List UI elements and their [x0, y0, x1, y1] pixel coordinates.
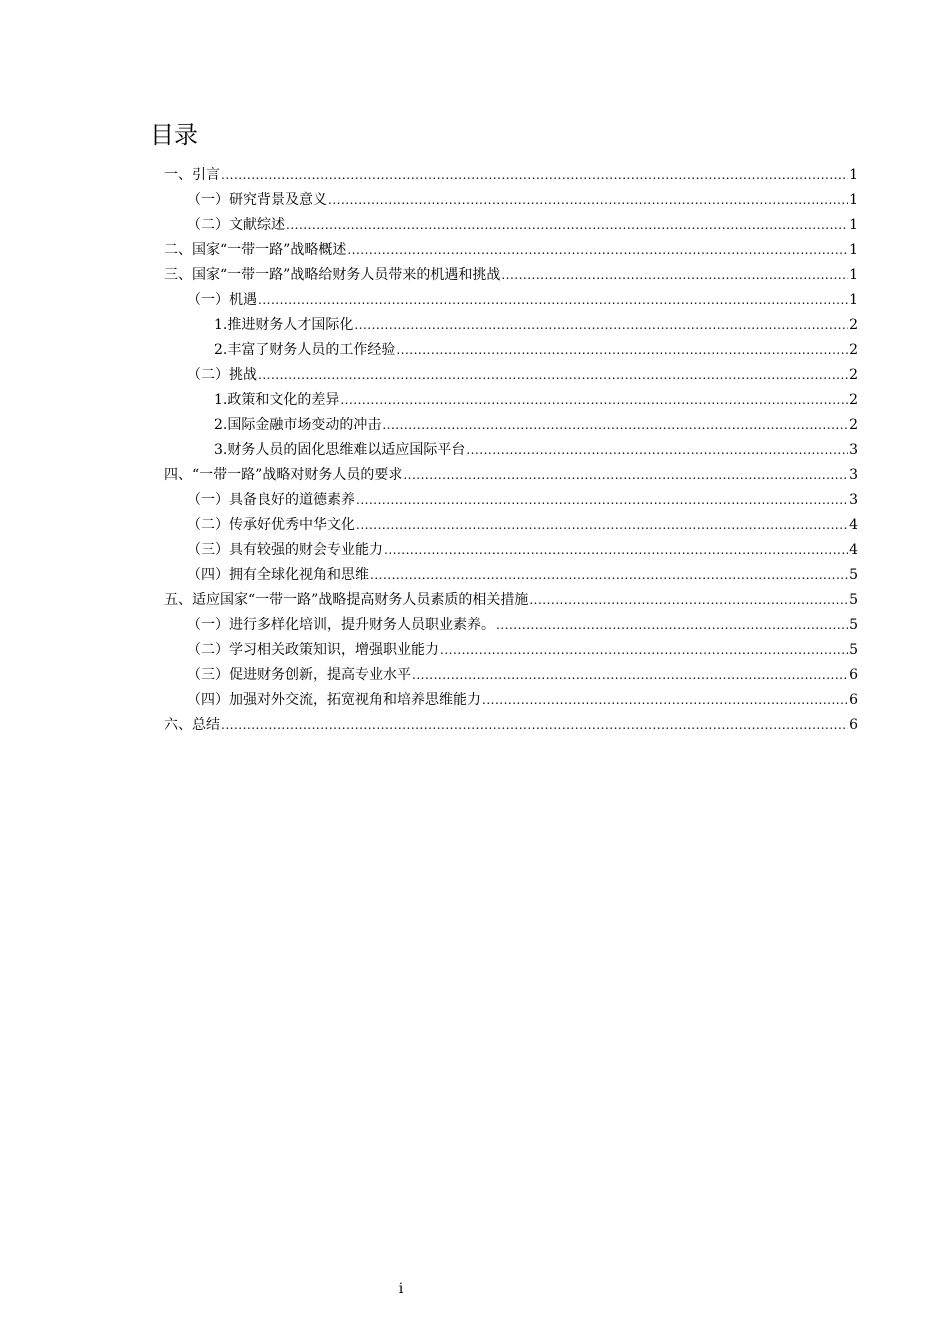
toc-entry-page: 4: [849, 542, 858, 558]
toc-entry-page: 1: [849, 192, 858, 208]
toc-entry[interactable]: [164, 588, 858, 612]
toc-dot-leader: [482, 688, 848, 712]
toc-entry-text: （一）研究背景及意义: [187, 192, 327, 208]
toc-dot-leader: [384, 538, 848, 562]
toc-dot-leader: [396, 338, 848, 362]
toc-entry-page: 6: [849, 667, 858, 683]
toc-dot-leader: [258, 363, 848, 387]
toc-dot-leader: [412, 663, 848, 687]
toc-entry[interactable]: [187, 363, 858, 387]
toc-entry-text: 二、国家“一带一路”战略概述: [164, 242, 347, 258]
page-number: i: [398, 1281, 404, 1297]
toc-entry-page: 2: [849, 417, 858, 433]
toc-entry-text: 2.丰富了财务人员的工作经验: [214, 342, 396, 358]
toc-entry-page: 6: [849, 717, 858, 733]
toc-dot-leader: [466, 438, 848, 462]
toc-entry[interactable]: [164, 238, 858, 262]
toc-entry-page: 1: [849, 267, 858, 283]
toc-entry-text: 四、“一带一路”战略对财务人员的要求: [164, 467, 403, 483]
toc-entry[interactable]: [187, 638, 858, 662]
toc-entry-page: 5: [849, 642, 858, 658]
toc-entry[interactable]: [187, 563, 858, 587]
toc-entry-text: （一）进行多样化培训，提升财务人员职业素养。: [187, 617, 495, 633]
toc-dot-leader: [370, 563, 848, 587]
toc-entry-page: 3: [849, 492, 858, 508]
toc-entry[interactable]: [214, 388, 858, 412]
toc-entry-page: 1: [849, 217, 858, 233]
toc-dot-leader: [501, 263, 848, 287]
toc-entry-text: 1.政策和文化的差异: [214, 392, 340, 408]
toc-entry[interactable]: [164, 463, 858, 487]
toc-entry-text: （一）具备良好的道德素养: [187, 492, 355, 508]
toc-entry-text: （二）学习相关政策知识，增强职业能力: [187, 642, 439, 658]
toc-entry-page: 3: [849, 467, 858, 483]
toc-entry-page: 2: [849, 392, 858, 408]
toc-entry-page: 4: [849, 517, 858, 533]
toc-entry-page: 3: [849, 442, 858, 458]
toc-entry-text: 三、国家“一带一路”战略给财务人员带来的机遇和挑战: [164, 267, 501, 283]
toc-entry[interactable]: [164, 713, 858, 737]
toc-dot-leader: [340, 388, 848, 412]
toc-entry[interactable]: [187, 488, 858, 512]
toc-dot-leader: [529, 588, 848, 612]
toc-entry-page: 2: [849, 367, 858, 383]
toc-dot-leader: [356, 513, 848, 537]
toc-entry[interactable]: [214, 338, 858, 362]
toc-entry[interactable]: [187, 213, 858, 237]
toc-entry[interactable]: [214, 313, 858, 337]
toc-dot-leader: [440, 638, 848, 662]
toc-entry[interactable]: [187, 188, 858, 212]
toc-entry-page: 2: [849, 317, 858, 333]
toc-entry-text: （二）挑战: [187, 367, 257, 383]
toc-entry-page: 1: [849, 242, 858, 258]
toc-entry-text: 2.国际金融市场变动的冲击: [214, 417, 382, 433]
toc-entry-page: 2: [849, 342, 858, 358]
toc-dot-leader: [286, 213, 848, 237]
toc-entry-text: 1.推进财务人才国际化: [214, 317, 354, 333]
toc-dot-leader: [356, 488, 848, 512]
toc-dot-leader: [382, 413, 848, 437]
toc-entry-text: （三）促进财务创新，提高专业水平: [187, 667, 411, 683]
toc-entry-page: 5: [849, 567, 858, 583]
toc-dot-leader: [354, 313, 848, 337]
toc-entry-text: 3.财务人员的固化思维难以适应国际平台: [214, 442, 466, 458]
toc-entry-text: 一、引言: [164, 167, 220, 183]
toc-entry-page: 1: [849, 292, 858, 308]
toc-entry-text: （三）具有较强的财会专业能力: [187, 542, 383, 558]
toc-entry-page: 5: [849, 617, 858, 633]
toc-entry-page: 5: [849, 592, 858, 608]
toc-title: 目录: [150, 121, 198, 149]
toc-entry-page: 1: [849, 167, 858, 183]
toc-entry-text: （一）机遇: [187, 292, 257, 308]
toc-entry-text: （二）传承好优秀中华文化: [187, 517, 355, 533]
toc-entry[interactable]: [187, 513, 858, 537]
toc-entry-text: 五、适应国家“一带一路”战略提高财务人员素质的相关措施: [164, 592, 529, 608]
toc-entry[interactable]: [187, 538, 858, 562]
toc-dot-leader: [221, 163, 848, 187]
toc-dot-leader: [328, 188, 848, 212]
toc-dot-leader: [403, 463, 848, 487]
toc-entry[interactable]: [164, 163, 858, 187]
toc-entry[interactable]: [187, 288, 858, 312]
toc-dot-leader: [347, 238, 848, 262]
toc-entry[interactable]: [164, 263, 858, 287]
toc-entry[interactable]: [214, 438, 858, 462]
toc-dot-leader: [258, 288, 848, 312]
toc-entry-text: 六、总结: [164, 717, 220, 733]
toc-dot-leader: [496, 613, 848, 637]
toc-entry[interactable]: [187, 663, 858, 687]
toc-dot-leader: [221, 713, 848, 737]
toc-entry-text: （四）拥有全球化视角和思维: [187, 567, 369, 583]
toc-entry[interactable]: [187, 613, 858, 637]
toc-entry[interactable]: [214, 413, 858, 437]
toc-entry-text: （二）文献综述: [187, 217, 285, 233]
toc-entry-page: 6: [849, 692, 858, 708]
toc-entry[interactable]: [187, 688, 858, 712]
toc-entry-text: （四）加强对外交流，拓宽视角和培养思维能力: [187, 692, 481, 708]
